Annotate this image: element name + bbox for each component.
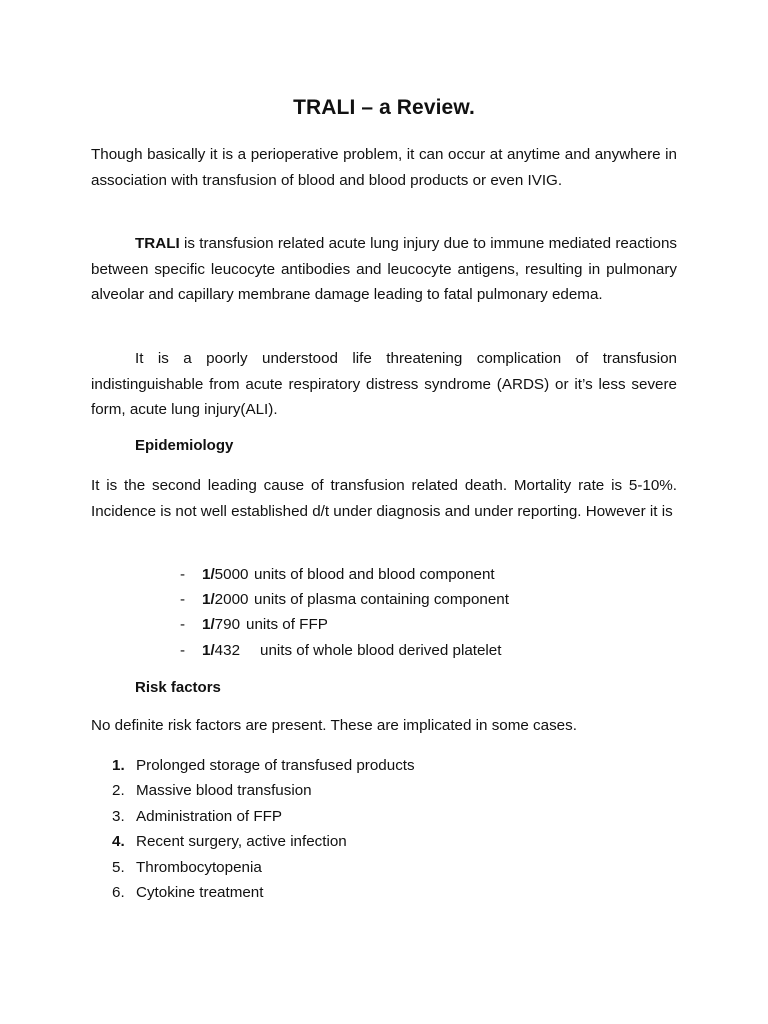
incidence-list (180, 565, 509, 666)
list-item-text: Recent surgery, active infection (136, 833, 347, 851)
list-item (112, 832, 415, 857)
incidence-text: units of whole blood derived platelet (260, 641, 502, 659)
list-number: 4. (112, 833, 125, 851)
definition-term: TRALI (135, 235, 180, 252)
list-item-text: Cytokine treatment (136, 883, 264, 901)
intro-paragraph: Though basically it is a perioperative problem, it can occur at anytime and anywhere in association with transfusion of blood and blood products or even IVIG. (91, 146, 677, 189)
list-item (180, 565, 509, 590)
list-number: 5. (112, 858, 125, 876)
list-item-text: Administration of FFP (136, 807, 283, 825)
incidence-text: units of plasma containing component (254, 591, 509, 609)
list-dash: - (180, 566, 186, 583)
list-item (180, 641, 509, 666)
list-item (112, 756, 415, 781)
list-number: 6. (112, 883, 125, 901)
incidence-ratio: 1/432 (202, 641, 241, 659)
list-item-text: Thrombocytopenia (136, 858, 262, 876)
list-item (180, 615, 509, 640)
list-number: 3. (112, 807, 125, 825)
list-number: 2. (112, 782, 125, 800)
list-item (112, 883, 415, 908)
incidence-text: units of blood and blood component (254, 566, 495, 583)
list-dash: - (180, 591, 186, 609)
incidence-ratio: 1/5000 (202, 566, 249, 583)
incidence-text: units of FFP (246, 616, 328, 634)
incidence-ratio: 1/2000 (202, 591, 249, 609)
list-item-text: Prolonged storage of transfused products (136, 757, 415, 774)
risk-factors-paragraph: No definite risk factors are present. These are implicated in some cases. (91, 717, 577, 734)
list-number: 1. (112, 757, 125, 774)
list-item (112, 807, 415, 832)
risk-factors-heading: Risk factors (135, 679, 221, 696)
definition-text: is transfusion related acute lung injury due to immune mediated reactions between specific leucocyte antibodies and leucocyte antigens, resulting in pulmonary alveolar and capillary membrane damage leading to fatal pulmonary edema. (91, 235, 677, 303)
definition-paragraph (91, 231, 677, 308)
page-title: TRALI – a Review. (293, 96, 475, 119)
epidemiology-heading: Epidemiology (135, 437, 234, 454)
description-paragraph: It is a poorly understood life threatening complication of transfusion indistinguishable from acute respiratory distress syndrome (ARDS) or it’s less severe form, acute lung injury(ALI). (91, 350, 677, 418)
list-dash: - (180, 641, 186, 659)
list-item (180, 590, 509, 615)
risk-factors-list (112, 756, 415, 908)
epidemiology-paragraph: It is the second leading cause of transfusion related death. Mortality rate is 5-10%. Incidence is not well established d/t under diagnosis and under reporting. However it is (91, 477, 677, 520)
list-item (112, 858, 415, 883)
list-item (112, 781, 415, 806)
list-item-text: Massive blood transfusion (136, 782, 312, 800)
list-dash: - (180, 616, 186, 634)
incidence-ratio: 1/790 (202, 616, 241, 634)
